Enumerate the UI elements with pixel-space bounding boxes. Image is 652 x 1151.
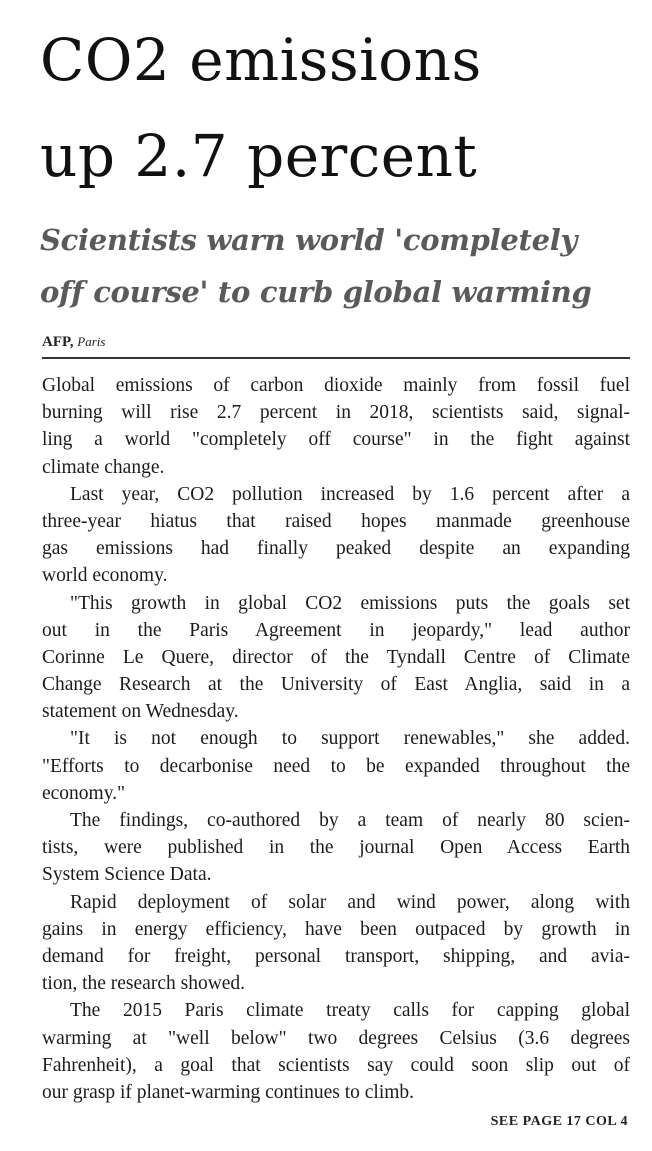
body-line: tion, the research showed. (42, 973, 246, 995)
body-line: world economy. (42, 565, 168, 587)
byline (42, 332, 105, 352)
body-line: burning will rise 2.7 percent in 2018, scientists said, signal- (42, 402, 630, 424)
paragraph (42, 372, 630, 481)
body-line: "This growth in global CO2 emissions puts the goals set (70, 592, 630, 614)
byline-location: Paris (77, 334, 106, 349)
body-line: out in the Paris Agreement in jeopardy," lead author (42, 619, 630, 641)
body-line: warming at "well below" two degrees Celsius (3.6 degrees (42, 1027, 630, 1049)
byline-agency: AFP, (42, 334, 74, 350)
body-line: The findings, co-authored by a team of nearly 80 scien- (70, 810, 630, 831)
paragraph (42, 725, 630, 807)
body-line: three-year hiatus that raised hopes manmade greenhouse (42, 510, 630, 532)
byline-divider (42, 357, 630, 359)
body-line: "It is not enough to support renewables," she added. (70, 728, 630, 750)
body-line: Corinne Le Quere, director of the Tyndall Centre of Climate (42, 646, 630, 668)
body-line: System Science Data. (42, 864, 212, 886)
subheadline-line-2: off course' to curb global warming (40, 275, 592, 309)
body-line: Fahrenheit), a goal that scientists say could soon slip out of (42, 1054, 630, 1076)
body-line: tists, were published in the journal Open Access Earth (42, 837, 630, 859)
headline-line-2: up 2.7 percent (40, 122, 478, 190)
continued-on-page-link[interactable]: SEE PAGE 17 COL 4 (490, 1114, 628, 1129)
body-line: climate change. (42, 456, 165, 478)
paragraph (42, 997, 630, 1106)
body-line: Change Research at the University of East Anglia, said in a (42, 674, 630, 696)
article-body (42, 372, 630, 1106)
body-line: ling a world "completely off course" in the fight against (42, 429, 630, 451)
body-line: gas emissions had finally peaked despite an expanding (42, 538, 630, 560)
paragraph (42, 481, 630, 590)
body-line: statement on Wednesday. (42, 701, 239, 723)
headline (40, 12, 640, 204)
subheadline (40, 214, 640, 318)
paragraph (42, 590, 630, 726)
body-line: The 2015 Paris climate treaty calls for capping global (70, 1000, 630, 1022)
body-line: Last year, CO2 pollution increased by 1.6 percent after a (70, 483, 630, 505)
paragraph (42, 889, 630, 998)
paragraph (42, 807, 630, 889)
headline-line-1: CO2 emissions (40, 26, 482, 94)
body-line: economy." (42, 782, 126, 804)
body-line: our grasp if planet-warming continues to climb. (42, 1081, 415, 1103)
body-line: Global emissions of carbon dioxide mainly from fossil fuel (42, 375, 630, 396)
body-line: "Efforts to decarbonise need to be expanded throughout the (42, 755, 630, 777)
body-line: demand for freight, personal transport, shipping, and avia- (42, 945, 630, 967)
body-line: gains in energy efficiency, have been outpaced by growth in (42, 918, 630, 940)
body-line: Rapid deployment of solar and wind power, along with (70, 891, 630, 913)
subheadline-line-1: Scientists warn world 'completely (40, 223, 578, 257)
